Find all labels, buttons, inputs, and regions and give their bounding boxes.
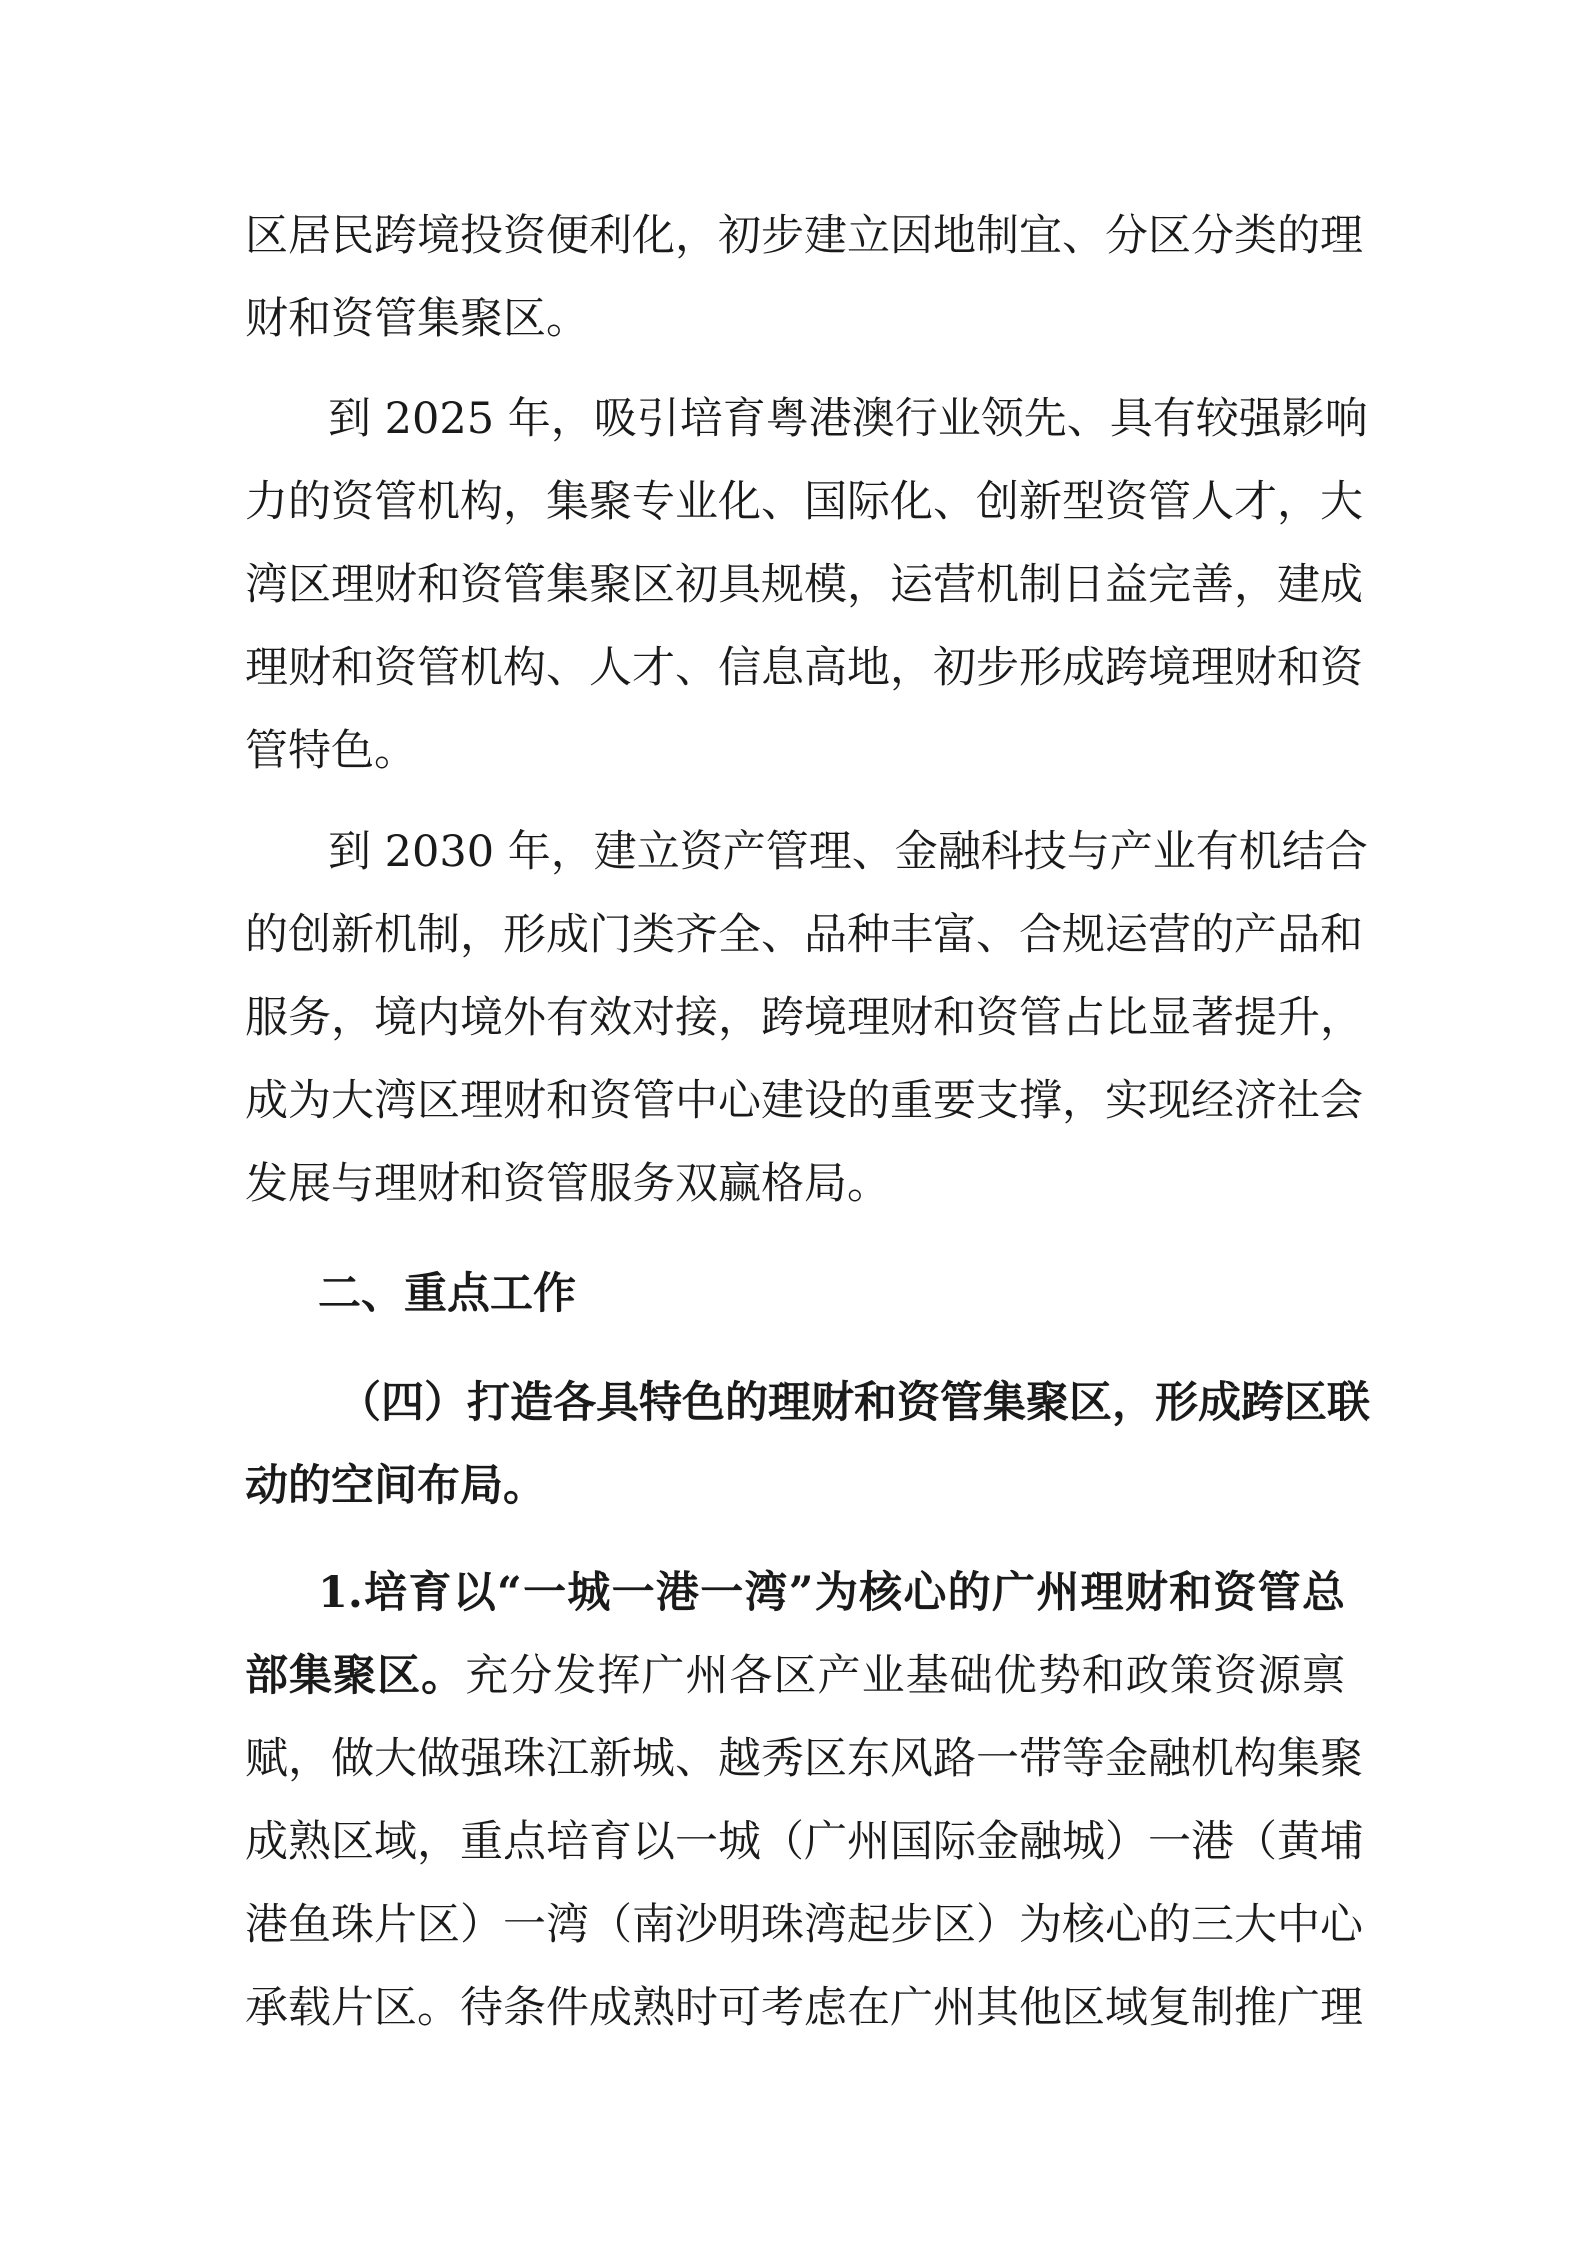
paragraph-line: 区居民跨境投资便利化，初步建立因地制宜、分区分类的理 bbox=[245, 211, 1363, 261]
paragraph-line: 赋，做大做强珠江新城、越秀区东风路一带等金融机构集聚 bbox=[245, 1734, 1363, 1784]
paragraph-line: 力的资管机构，集聚专业化、国际化、创新型资管人才，大 bbox=[245, 477, 1363, 527]
paragraph-line: 管特色。 bbox=[245, 726, 417, 776]
paragraph-line: 成熟区域，重点培育以一城（广州国际金融城）一港（黄埔 bbox=[245, 1817, 1363, 1867]
paragraph-line: 湾区理财和资管集聚区初具规模，运营机制日益完善，建成 bbox=[245, 560, 1363, 610]
subsection-heading: （四）打造各具特色的理财和资管集聚区，形成跨区联 bbox=[338, 1378, 1370, 1428]
paragraph-line: 财和资管集聚区。 bbox=[245, 294, 589, 344]
paragraph-line: 理财和资管机构、人才、信息高地，初步形成跨境理财和资 bbox=[245, 643, 1363, 693]
paragraph-line: 港鱼珠片区）一湾（南沙明珠湾起步区）为核心的三大中心 bbox=[245, 1900, 1363, 1950]
item1-title-end: 部集聚区。 bbox=[245, 1651, 466, 1701]
paragraph-line: 成为大湾区理财和资管中心建设的重要支撑，实现经济社会 bbox=[245, 1076, 1363, 1126]
paragraph-line: 承载片区。待条件成熟时可考虑在广州其他区域复制推广理 bbox=[245, 1983, 1363, 2033]
subsection-heading-cont: 动的空间布局。 bbox=[245, 1461, 546, 1511]
section-heading: 二、重点工作 bbox=[318, 1269, 576, 1319]
paragraph-line: 的创新机制，形成门类齐全、品种丰富、合规运营的产品和 bbox=[245, 910, 1363, 960]
item1-title: 1.培育以“一城一港一湾”为核心的广州理财和资管总 bbox=[318, 1568, 1345, 1618]
paragraph-line: 到 2030 年，建立资产管理、金融科技与产业有机结合 bbox=[328, 827, 1368, 877]
item1-line-rest: 充分发挥广州各区产业基础优势和政策资源禀 bbox=[465, 1651, 1346, 1701]
paragraph-line: 到 2025 年，吸引培育粤港澳行业领先、具有较强影响 bbox=[328, 394, 1368, 444]
paragraph-line: 服务，境内境外有效对接，跨境理财和资管占比显著提升， bbox=[245, 993, 1363, 1043]
item1-line bbox=[245, 1646, 1345, 1706]
paragraph-line: 发展与理财和资管服务双赢格局。 bbox=[245, 1159, 890, 1209]
